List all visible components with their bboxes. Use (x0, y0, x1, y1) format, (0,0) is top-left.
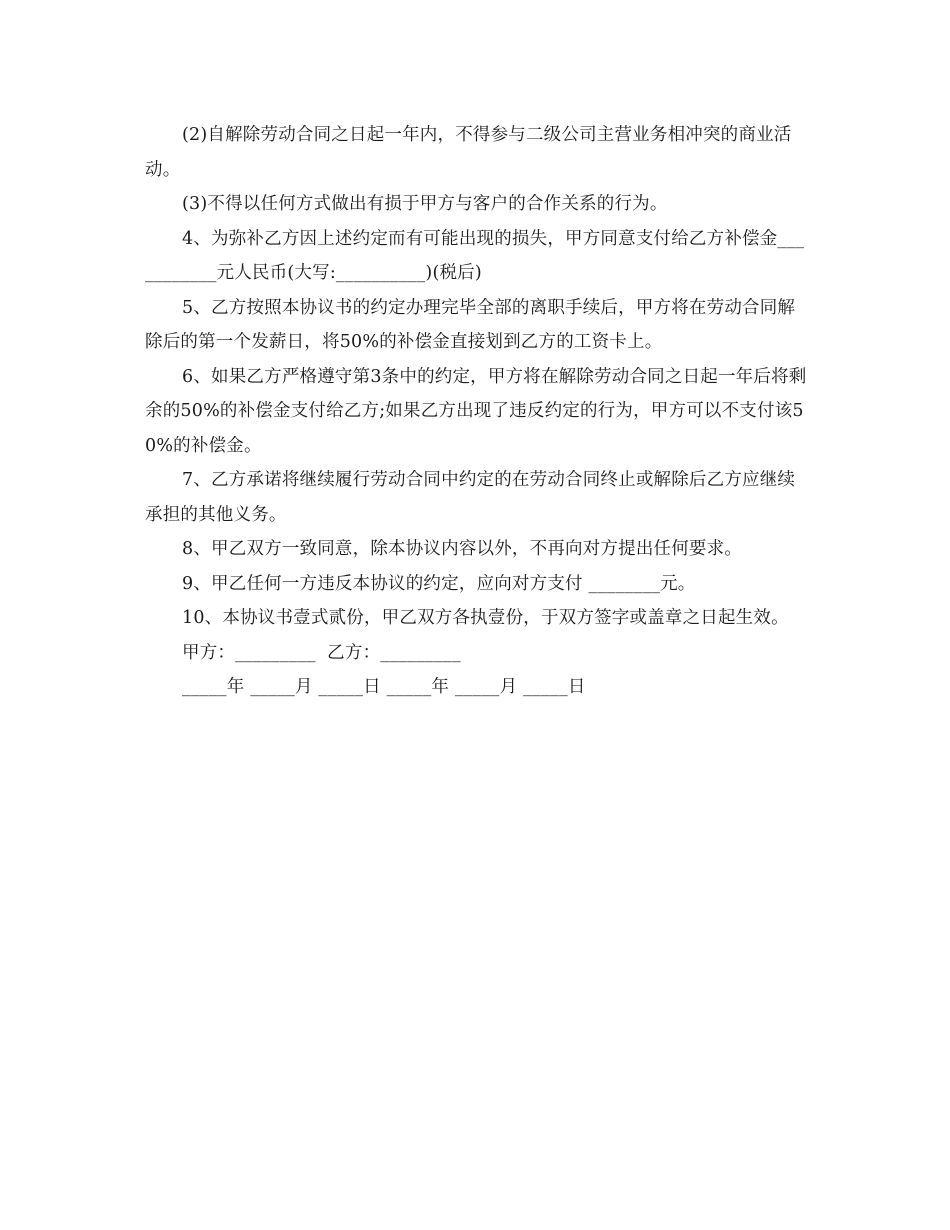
clause-10: 10、本协议书壹式贰份，甲乙双方各执壹份，于双方签字或盖章之日起生效。 (182, 608, 789, 628)
clause-3-item: (3)不得以任何方式做出有损于甲方与客户的合作关系的行为。 (182, 194, 668, 214)
signature-line: 甲方：_________ 乙方：_________ (182, 642, 461, 663)
clause-9: 9、甲乙任何一方违反本协议的约定，应向对方支付 ________元。 (182, 573, 696, 594)
clause-6: 6、如果乙方严格遵守第3条中的约定，甲方将在解除劳动合同之日起一年后将剩余的50%的补偿金支付给乙方;如果乙方出现了违反约定的行为，甲方可以不支付该50%的补偿金。 (145, 366, 807, 456)
document-page (145, 118, 810, 705)
clause-4: 4、为弥补乙方因上述约定而有可能出现的损失，甲方同意支付给乙方补偿金___________元人民币(大写:__________)(税后) (145, 228, 805, 283)
clause-2-item: (2)自解除劳动合同之日起一年内，不得参与二级公司主营业务相冲突的商业活动。 (145, 125, 792, 180)
clause-5: 5、乙方按照本协议书的约定办理完毕全部的离职手续后，甲方将在劳动合同解除后的第一个发薪日，将50%的补偿金直接划到乙方的工资卡上。 (145, 297, 796, 352)
clause-8: 8、甲乙双方一致同意，除本协议内容以外，不再向对方提出任何要求。 (182, 539, 743, 559)
date-line: _____年 _____月 _____日 _____年 _____月 _____日 (182, 677, 586, 697)
clause-7: 7、乙方承诺将继续履行劳动合同中约定的在劳动合同终止或解除后乙方应继续承担的其他义务。 (145, 470, 796, 525)
